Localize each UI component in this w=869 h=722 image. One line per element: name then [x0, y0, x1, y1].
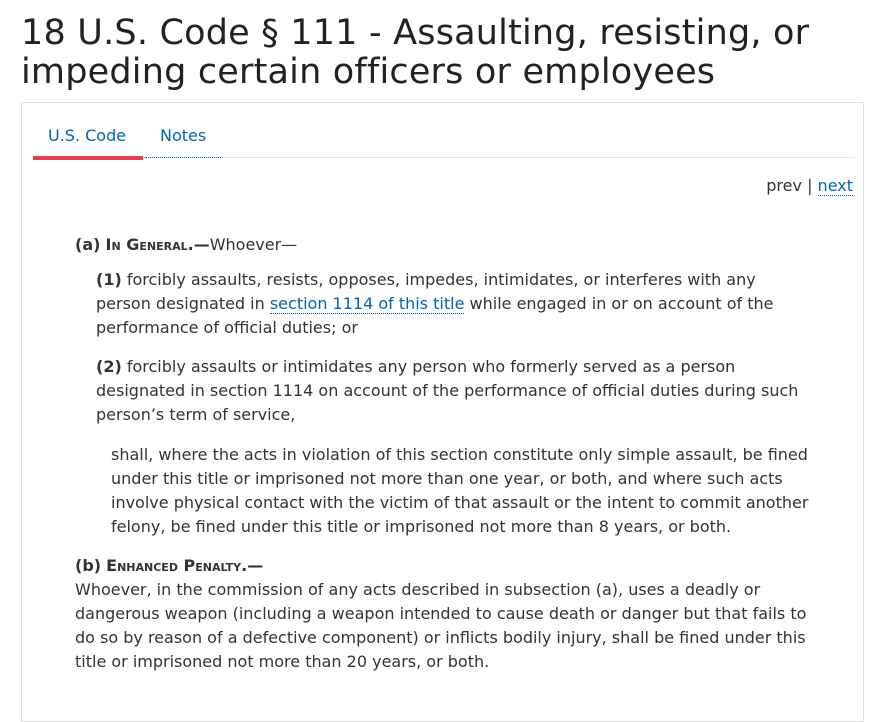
tab-us-code-label: U.S. Code	[48, 126, 127, 145]
paragraph-a1-text-after: while engaged in or on account of the performance of official duties; or	[96, 294, 774, 337]
content-panel	[21, 102, 864, 722]
subsection-a-lead: Whoever—	[209, 235, 298, 254]
tab-bar	[33, 103, 855, 158]
paragraph-a2-text: forcibly assaults or intimidates any person who formerly served as a person designated in section 1114 on account of the performance of official duties during such person’s term of service,	[96, 357, 799, 424]
subsection-a-flush-text: shall, where the acts in violation of this section constitute only simple assault, be fined under this title or imprisoned not more than one year, or both, and where such acts involve physical contact with the victim of that assault or the intent to commit another felony, be fined under this title or imprisoned not more than 8 years, or both.	[111, 445, 809, 536]
paragraph-a1-text-before: forcibly assaults, resists, opposes, impedes, intimidates, or interferes with any person designated in	[96, 270, 756, 313]
page-title: 18 U.S. Code § 111 - Assaulting, resisting, or impeding certain officers or employees	[21, 13, 810, 92]
next-link[interactable]: next	[817, 176, 853, 195]
tab-notes[interactable]	[145, 103, 221, 158]
subsection-b-number: (b)	[75, 556, 102, 575]
tab-us-code[interactable]	[33, 103, 143, 160]
paragraph-a2	[96, 355, 815, 427]
subsection-b-heading	[75, 554, 815, 578]
subsection-a-title: In General.—	[105, 235, 210, 254]
pager-separator: |	[807, 176, 813, 195]
subsection-b-text: Whoever, in the commission of any acts described in subsection (a), uses a deadly or dangerous weapon (including a weapon intended to cause death or danger but that fails to do so by reason of a defective component) or inflicts bodily injury, shall be fined under this title or imprisoned not more than 20 years, or both.	[75, 580, 807, 671]
prev-label: prev	[766, 176, 802, 195]
subsection-a-number: (a)	[75, 235, 101, 254]
subsection-b-title: Enhanced Penalty.—	[106, 556, 264, 575]
paragraph-a2-number: (2)	[96, 357, 122, 376]
paragraph-a1	[96, 268, 815, 340]
paragraph-a1-number: (1)	[96, 270, 122, 289]
pager	[766, 176, 853, 195]
tab-notes-label: Notes	[160, 126, 207, 145]
subsection-a-heading	[75, 233, 815, 257]
statute-text	[75, 233, 815, 674]
section-1114-link[interactable]: section 1114 of this title	[269, 294, 465, 313]
